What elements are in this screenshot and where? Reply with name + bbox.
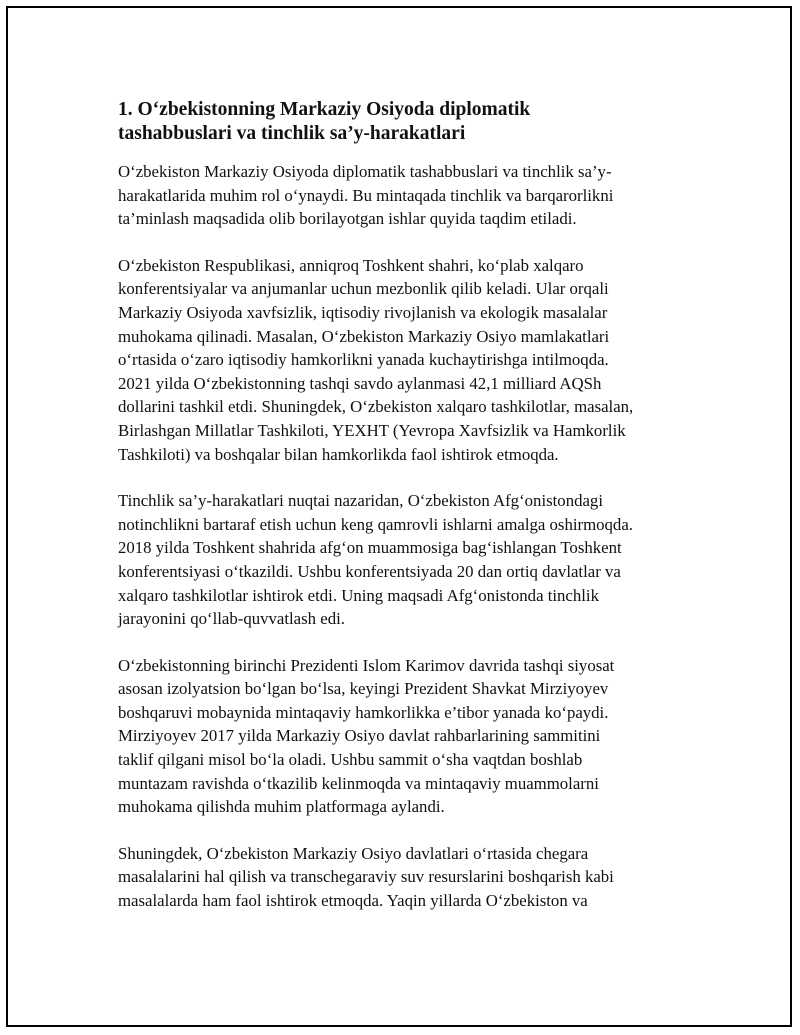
document-content bbox=[118, 98, 678, 936]
paragraph-presidents: O‘zbekistonning birinchi Prezidenti Islom Karimov davrida tashqi siyosat asosan izolyatsion bo‘lgan bo‘lsa, keyingi Prezident Shavkat Mirziyoyev boshqaruvi mobaynida mintaqaviy hamkorlikka e’tibor yanada ko‘paydi. Mirziyoyev 2017 yilda Markaziy Osiyo davlat rahbarlarining sammitini taklif qilgani misol bo‘la oladi. Ushbu sammit o‘sha vaqtdan boshlab muntazam ravishda o‘tkazilib kelinmoqda va mintaqaviy muammolarni muhokama qilishda muhim platformaga aylandi. bbox=[118, 655, 615, 817]
paragraph-conferences: O‘zbekiston Respublikasi, anniqroq Toshkent shahri, ko‘plab xalqaro konferentsiyalar va anjumanlar uchun mezbonlik qilib keladi. Ular orqali Markaziy Osiyoda xavfsizlik, iqtisodiy rivojlanish va ekologik masalalar muhokama qilinadi. Masalan, O‘zbekiston Markaziy Osiyo mamlakatlari o‘rtasida o‘zaro iqtisodiy hamkorlikni yanada kuchaytirishga intilmoqda. 2021 yilda O‘zbekistonning tashqi savdo aylanmasi 42,1 milliard AQSh dollarini tashkil etdi. Shuningdek, O‘zbekiston xalqaro tashkilotlar, masalan, Birlashgan Millatlar Tashkiloti, YEXHT (Yevropa Xavfsizlik va Hamkorlik Tashkiloti) va boshqalar bilan hamkorlikda faol ishtirok etmoqda. bbox=[118, 255, 634, 464]
document-page bbox=[6, 6, 792, 1027]
section-heading: 1. O‘zbekistonning Markaziy Osiyoda diplomatik tashabbuslari va tinchlik sa’y-harakatlari bbox=[118, 99, 531, 144]
paragraph-border-water: Shuningdek, O‘zbekiston Markaziy Osiyo davlatlari o‘rtasida chegara masalalarini hal qilish va transchegaraviy suv resurslarini boshqarish kabi masalalarda ham faol ishtirok etmoqda. Yaqin yillarda O‘zbekiston va bbox=[118, 843, 614, 911]
paragraph-intro: O‘zbekiston Markaziy Osiyoda diplomatik tashabbuslari va tinchlik sa’y- harakatlarida muhim rol o‘ynaydi. Bu mintaqada tinchlik va barqarorlikni ta’minlash maqsadida olib borilayotgan ishlar quyida taqdim etiladi. bbox=[118, 162, 614, 229]
paragraph-peace-efforts: Tinchlik sa’y-harakatlari nuqtai nazaridan, O‘zbekiston Afg‘onistondagi notinchlikni bartaraf etish uchun keng qamrovli ishlarni amalga oshirmoqda. 2018 yilda Toshkent shahrida afg‘on muammosiga bag‘ishlangan Toshkent konferentsiyasi o‘tkazildi. Ushbu konferentsiyada 20 dan ortiq davlatlar va xalqaro tashkilotlar ishtirok etdi. Uning maqsadi Afg‘onistonda tinchlik jarayonini qo‘llab-quvvatlash edi. bbox=[118, 491, 633, 629]
